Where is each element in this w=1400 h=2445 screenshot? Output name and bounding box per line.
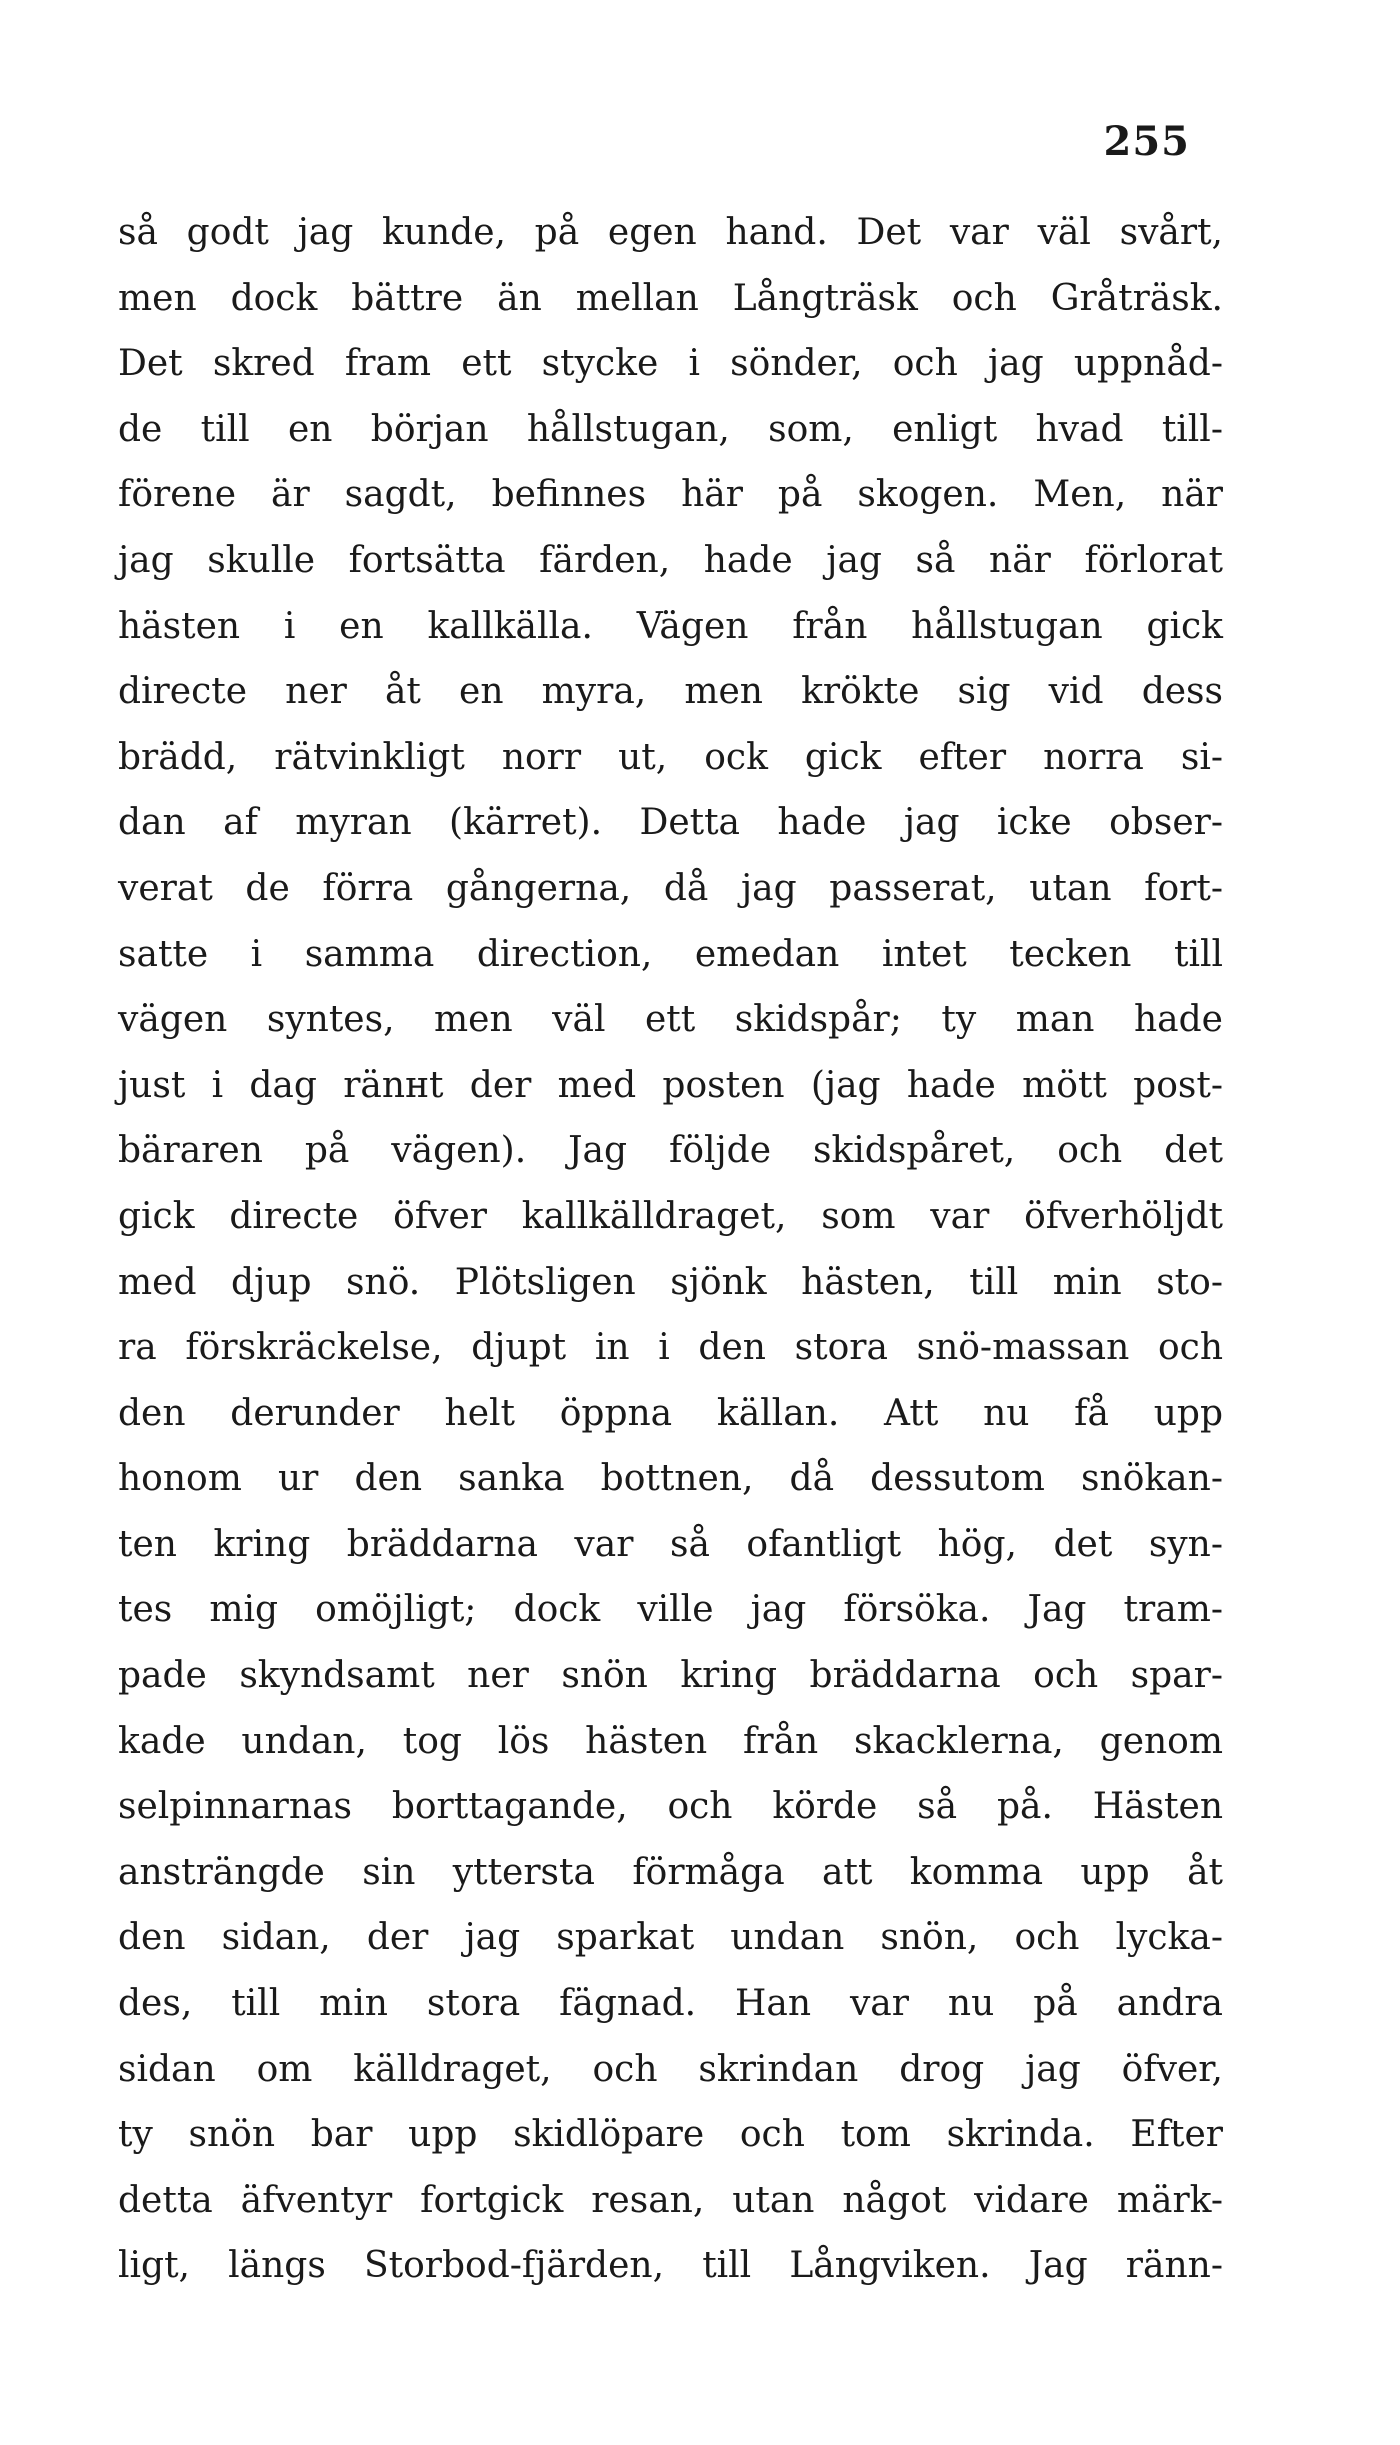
text-line: jag skulle fortsätta färden, hade jag så när förlorat	[118, 539, 1223, 581]
text-line: Det skred fram ett stycke i sönder, och jag uppnåd-	[118, 343, 1223, 385]
text-line: satte i samma direction, emedan intet tecken till	[118, 933, 1223, 975]
page-number: 255	[1103, 118, 1190, 165]
text-line: gick directe öfver kallkälldraget, som var öfverhöljdt	[118, 1195, 1223, 1237]
text-line: med djup snö. Plötsligen sjönk hästen, till min sto-	[118, 1261, 1223, 1303]
text-line: den derunder helt öppna källan. Att nu få upp	[118, 1392, 1223, 1434]
text-line: sidan om källdraget, och skrindan drog jag öfver,	[118, 2048, 1223, 2090]
text-line: ten kring bräddarna var så ofantligt hög, det syn-	[118, 1523, 1223, 1565]
text-line: men dock bättre än mellan Långträsk och Gråträsk.	[118, 277, 1223, 319]
text-line: dan af myran (kärret). Detta hade jag icke obser-	[118, 802, 1223, 844]
text-line: ty snön bar upp skidlöpare och tom skrinda. Efter	[118, 2114, 1223, 2156]
text-line: just i dag ränнt der med posten (jag hade mött post-	[118, 1064, 1223, 1106]
text-line: ansträngde sin yttersta förmåga att komma upp åt	[118, 1851, 1223, 1893]
text-line: selpinnarnas borttagande, och körde så på. Hästen	[118, 1786, 1223, 1828]
text-line: de till en början hållstugan, som, enligt hvad till-	[118, 408, 1223, 450]
text-line: verat de förra gångerna, då jag passerat, utan fort-	[118, 867, 1223, 909]
text-line: pade skyndsamt ner snön kring bräddarna och spar-	[118, 1655, 1223, 1697]
text-line: directe ner åt en myra, men krökte sig vid dess	[118, 671, 1223, 713]
body-text	[118, 200, 1223, 2299]
text-line: ra förskräckelse, djupt in i den stora snö-massan och	[118, 1327, 1223, 1369]
text-line: des, till min stora fägnad. Han var nu på andra	[118, 1983, 1223, 2025]
text-line: vägen syntes, men väl ett skidspår; ty man hade	[118, 999, 1223, 1041]
text-line: den sidan, der jag sparkat undan snön, och lyckа-	[118, 1917, 1223, 1959]
text-line: ligt, längs Storbod-fjärden, till Långviken. Jag ränn-	[118, 2245, 1223, 2287]
text-line: tes mig omöjligt; dock ville jag försöka. Jag tram-	[118, 1589, 1223, 1631]
text-line: brädd, rätvinkligt norr ut, ock gick efter norra si-	[118, 736, 1223, 778]
text-line: så godt jag kunde, på egen hand. Det var väl svårt,	[118, 212, 1223, 253]
text-line: hästen i en kallkälla. Vägen från hållstugan gick	[118, 605, 1223, 647]
text-line: förene är sagdt, befinnes här på skogen. Men, när	[118, 474, 1223, 516]
text-line: detta äfventyr fortgick resan, utan något vidare märk-	[118, 2179, 1223, 2221]
text-line: honom ur den sanka bottnen, då dessutom snökan-	[118, 1458, 1223, 1500]
text-line: kade undan, tog lös hästen från skacklerna, genom	[118, 1720, 1223, 1762]
text-line: bäraren på vägen). Jag följde skidspåret, och det	[118, 1130, 1223, 1172]
